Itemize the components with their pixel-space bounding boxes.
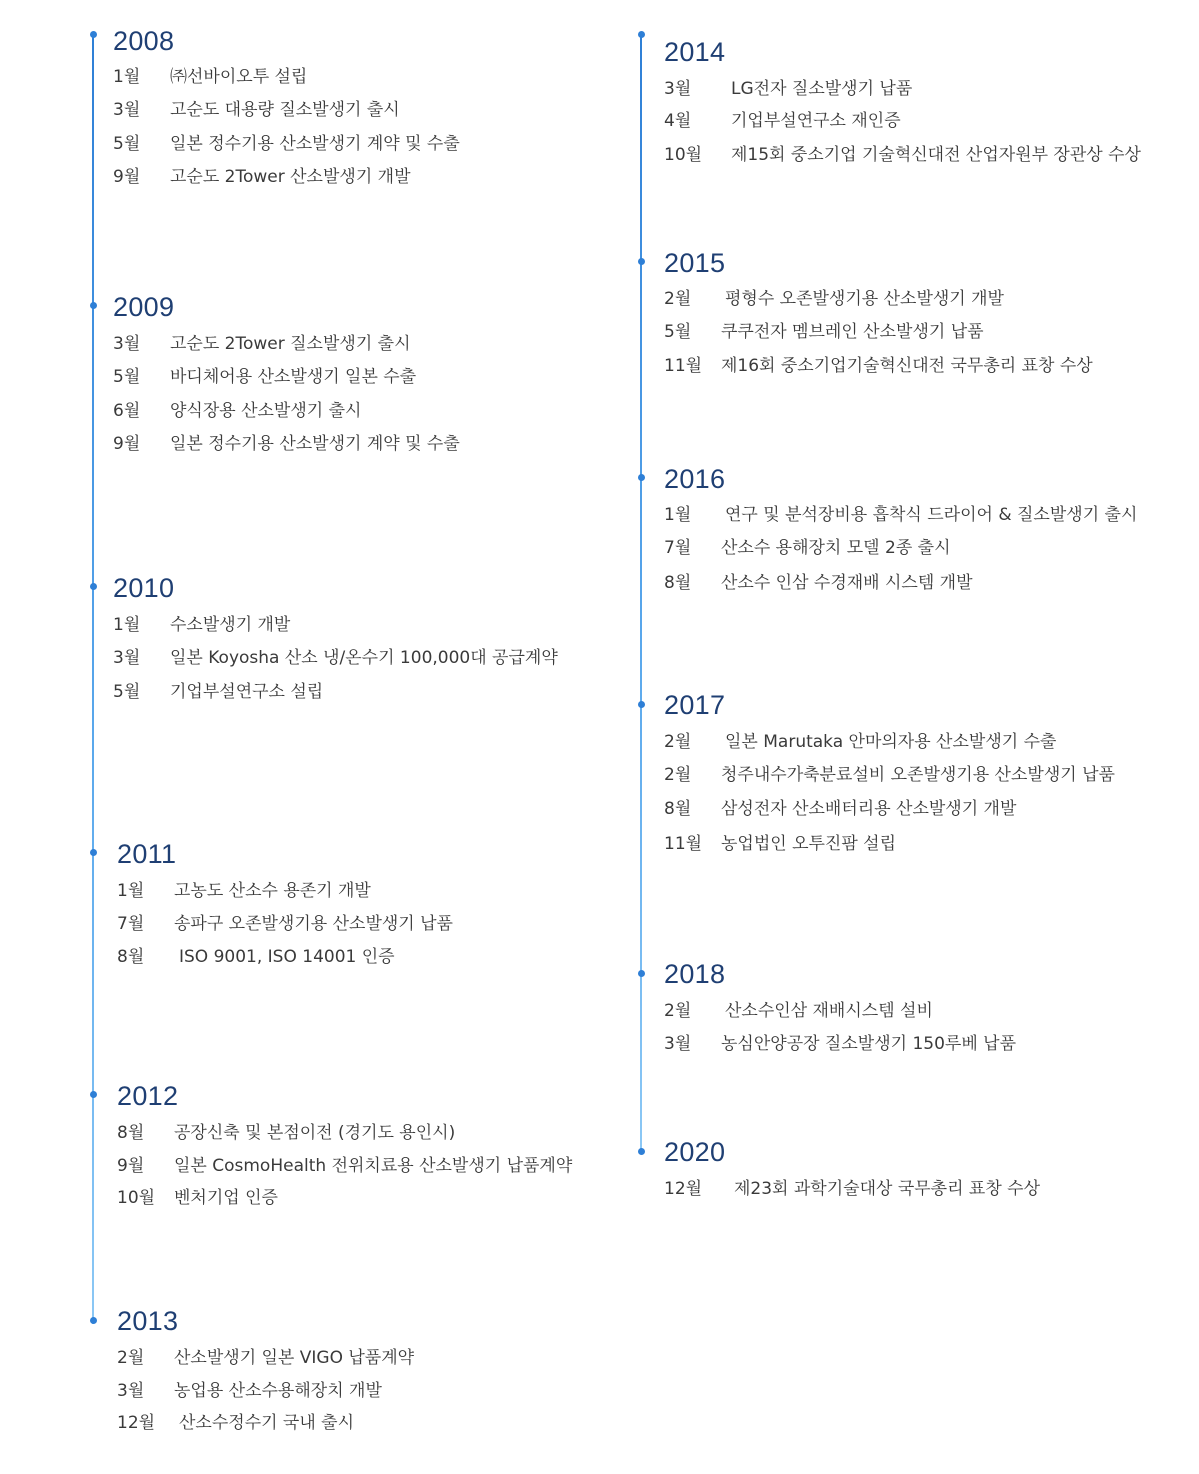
event-month: 5월 bbox=[113, 682, 141, 702]
timeline-line-right bbox=[640, 34, 642, 1154]
timeline-dot bbox=[638, 970, 645, 977]
event-text: 기업부설연구소 설립 bbox=[170, 682, 324, 702]
event-text: 청주내수가축분료설비 오존발생기용 산소발생기 납품 bbox=[721, 765, 1115, 785]
event-text: 산소수정수기 국내 출시 bbox=[179, 1413, 355, 1433]
event-month: 6월 bbox=[113, 401, 141, 421]
event-month: 2월 bbox=[664, 732, 692, 752]
event-month: 3월 bbox=[113, 100, 141, 120]
event-text: 산소수 인삼 수경재배 시스템 개발 bbox=[721, 573, 973, 593]
timeline-dot bbox=[638, 474, 645, 481]
event-month: 2월 bbox=[117, 1348, 145, 1368]
timeline-dot bbox=[90, 302, 97, 309]
event-month: 7월 bbox=[117, 914, 145, 934]
year-heading: 2009 bbox=[113, 292, 175, 322]
timeline-dot bbox=[638, 31, 645, 38]
event-month: 5월 bbox=[664, 322, 692, 342]
event-text: 쿠쿠전자 멤브레인 산소발생기 납품 bbox=[721, 322, 984, 342]
event-month: 2월 bbox=[664, 1001, 692, 1021]
event-month: 1월 bbox=[113, 615, 141, 635]
event-text: 송파구 오존발생기용 산소발생기 납품 bbox=[174, 914, 453, 934]
event-month: 9월 bbox=[117, 1156, 145, 1176]
event-text: 평형수 오존발생기용 산소발생기 개발 bbox=[725, 289, 1004, 309]
timeline-dot bbox=[90, 1091, 97, 1098]
year-heading: 2016 bbox=[664, 464, 726, 494]
event-text: 바디체어용 산소발생기 일본 수출 bbox=[170, 367, 417, 387]
year-heading: 2008 bbox=[113, 26, 175, 56]
event-text: 일본 CosmoHealth 전위치료용 산소발생기 납품계약 bbox=[174, 1156, 573, 1176]
event-month: 3월 bbox=[664, 79, 692, 99]
event-text: 고순도 2Tower 산소발생기 개발 bbox=[170, 167, 411, 187]
event-month: 12월 bbox=[664, 1179, 703, 1199]
year-heading: 2010 bbox=[113, 573, 175, 603]
event-month: 9월 bbox=[113, 434, 141, 454]
year-heading: 2014 bbox=[664, 37, 726, 67]
event-month: 4월 bbox=[664, 111, 692, 131]
event-text: 농업법인 오투진팜 설립 bbox=[721, 834, 897, 854]
event-month: 1월 bbox=[664, 505, 692, 525]
event-month: 10월 bbox=[117, 1188, 156, 1208]
event-text: 산소수 용해장치 모델 2종 출시 bbox=[721, 538, 951, 558]
year-heading: 2013 bbox=[117, 1306, 179, 1336]
event-text: 공장신축 및 본점이전 (경기도 용인시) bbox=[174, 1123, 456, 1143]
event-text: 제23회 과학기술대상 국무총리 표창 수상 bbox=[734, 1179, 1040, 1199]
event-month: 1월 bbox=[113, 67, 141, 87]
timeline-dot bbox=[90, 583, 97, 590]
year-heading: 2017 bbox=[664, 690, 726, 720]
event-text: 제15회 중소기업 기술혁신대전 산업자원부 장관상 수상 bbox=[731, 145, 1141, 165]
event-month: 2월 bbox=[664, 289, 692, 309]
event-month: 11월 bbox=[664, 834, 703, 854]
timeline-line-left bbox=[92, 34, 94, 1324]
event-month: 10월 bbox=[664, 145, 703, 165]
event-text: ISO 9001, ISO 14001 인증 bbox=[179, 947, 395, 967]
timeline-dot bbox=[638, 258, 645, 265]
event-month: 9월 bbox=[113, 167, 141, 187]
event-month: 3월 bbox=[113, 648, 141, 668]
event-month: 8월 bbox=[117, 947, 145, 967]
event-month: 8월 bbox=[664, 573, 692, 593]
event-month: 3월 bbox=[117, 1381, 145, 1401]
event-month: 8월 bbox=[117, 1123, 145, 1143]
timeline-dot bbox=[90, 1317, 97, 1324]
event-text: LG전자 질소발생기 납품 bbox=[731, 79, 913, 99]
event-text: 일본 Koyosha 산소 냉/온수기 100,000대 공급계약 bbox=[170, 648, 558, 668]
event-text: 고순도 2Tower 질소발생기 출시 bbox=[170, 334, 411, 354]
event-text: 고순도 대용량 질소발생기 출시 bbox=[170, 100, 400, 120]
event-text: 수소발생기 개발 bbox=[170, 615, 291, 635]
year-heading: 2020 bbox=[664, 1137, 726, 1167]
event-month: 5월 bbox=[113, 367, 141, 387]
event-text: 농업용 산소수용해장치 개발 bbox=[174, 1381, 382, 1401]
timeline-dot bbox=[638, 701, 645, 708]
year-heading: 2012 bbox=[117, 1081, 179, 1111]
timeline-dot bbox=[90, 31, 97, 38]
event-text: 고농도 산소수 용존기 개발 bbox=[174, 881, 371, 901]
year-heading: 2018 bbox=[664, 959, 726, 989]
event-text: 농심안양공장 질소발생기 150루베 납품 bbox=[721, 1034, 1016, 1054]
event-month: 3월 bbox=[664, 1034, 692, 1054]
event-month: 2월 bbox=[664, 765, 692, 785]
year-heading: 2011 bbox=[117, 839, 177, 869]
year-heading: 2015 bbox=[664, 248, 726, 278]
event-text: ㈜선바이오투 설립 bbox=[170, 67, 308, 87]
event-month: 5월 bbox=[113, 134, 141, 154]
event-month: 8월 bbox=[664, 799, 692, 819]
timeline-right bbox=[600, 0, 1199, 1474]
event-text: 양식장용 산소발생기 출시 bbox=[170, 401, 362, 421]
event-month: 11월 bbox=[664, 356, 703, 376]
event-text: 산소발생기 일본 VIGO 납품계약 bbox=[174, 1348, 415, 1368]
timeline-dot bbox=[90, 849, 97, 856]
event-text: 기업부설연구소 재인증 bbox=[731, 111, 901, 131]
event-text: 일본 Marutaka 안마의자용 산소발생기 수출 bbox=[725, 732, 1057, 752]
event-text: 일본 정수기용 산소발생기 계약 및 수출 bbox=[170, 434, 460, 454]
event-month: 3월 bbox=[113, 334, 141, 354]
timeline-dot bbox=[638, 1148, 645, 1155]
event-text: 제16회 중소기업기술혁신대전 국무총리 표창 수상 bbox=[721, 356, 1093, 376]
event-text: 산소수인삼 재배시스템 설비 bbox=[725, 1001, 933, 1021]
event-month: 12월 bbox=[117, 1413, 156, 1433]
event-text: 벤처기업 인증 bbox=[174, 1188, 278, 1208]
event-text: 삼성전자 산소배터리용 산소발생기 개발 bbox=[721, 799, 1017, 819]
event-month: 1월 bbox=[117, 881, 145, 901]
event-text: 연구 및 분석장비용 흡착식 드라이어 & 질소발생기 출시 bbox=[725, 505, 1138, 525]
event-month: 7월 bbox=[664, 538, 692, 558]
event-text: 일본 정수기용 산소발생기 계약 및 수출 bbox=[170, 134, 460, 154]
